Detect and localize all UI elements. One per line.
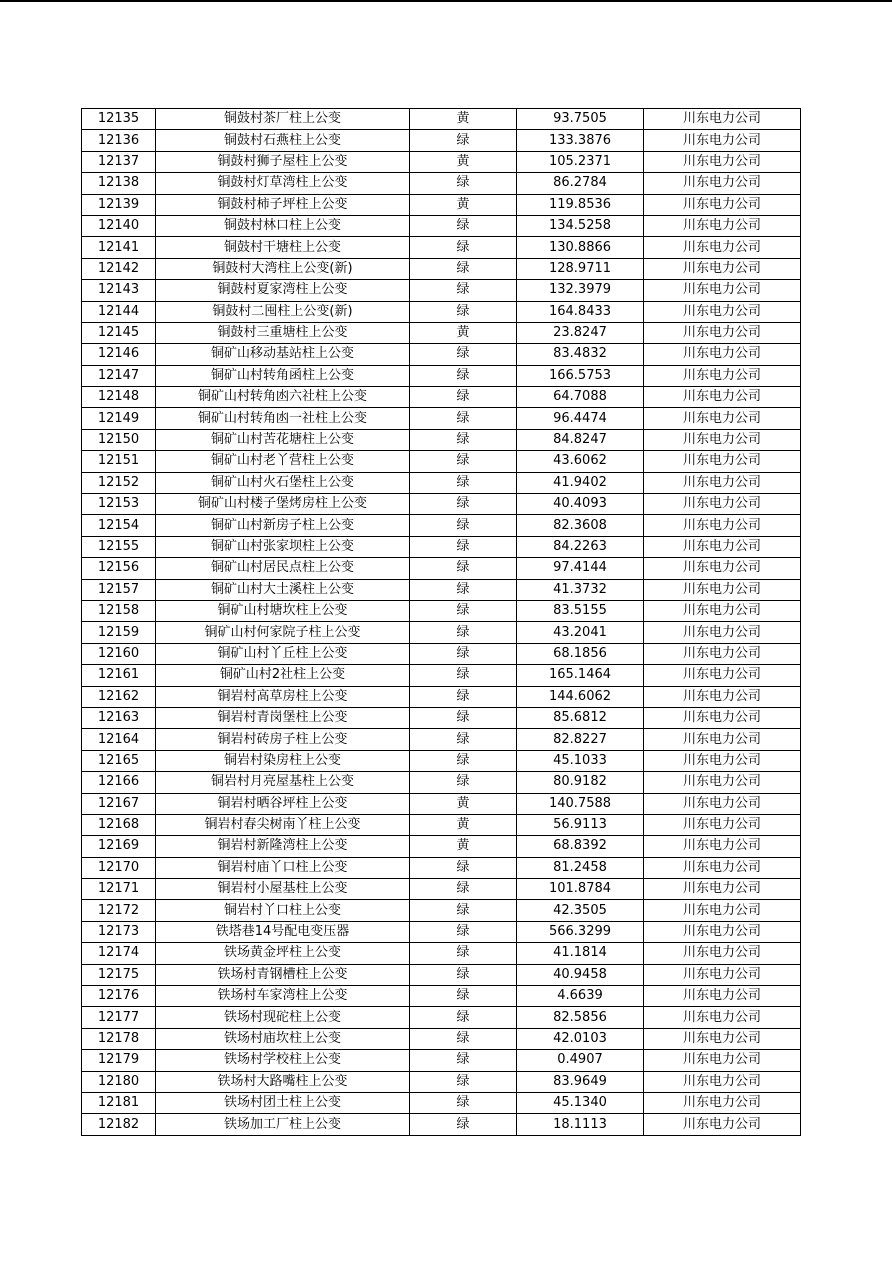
- name-cell: 铜鼓村夏家湾柱上公变: [156, 280, 410, 301]
- status-cell: 绿: [410, 622, 517, 643]
- name-cell: 铜岩村春尖树南丫柱上公变: [156, 814, 410, 835]
- name-cell: 铜鼓村二囤柱上公变(新): [156, 301, 410, 322]
- company-cell: 川东电力公司: [644, 879, 801, 900]
- table-row: [82, 494, 801, 515]
- company-cell: 川东电力公司: [644, 451, 801, 472]
- name-cell: 铜矿山村2社柱上公变: [156, 665, 410, 686]
- id-cell: 12149: [82, 408, 156, 429]
- value-cell: 41.3732: [517, 579, 644, 600]
- company-cell: 川东电力公司: [644, 793, 801, 814]
- company-cell: 川东电力公司: [644, 194, 801, 215]
- id-cell: 12161: [82, 665, 156, 686]
- company-cell: 川东电力公司: [644, 515, 801, 536]
- value-cell: 119.8536: [517, 194, 644, 215]
- value-cell: 43.2041: [517, 622, 644, 643]
- company-cell: 川东电力公司: [644, 622, 801, 643]
- status-cell: 绿: [410, 344, 517, 365]
- status-cell: 绿: [410, 173, 517, 194]
- value-cell: 132.3979: [517, 280, 644, 301]
- value-cell: 128.9711: [517, 258, 644, 279]
- id-cell: 12144: [82, 301, 156, 322]
- id-cell: 12170: [82, 857, 156, 878]
- table-row: [82, 665, 801, 686]
- status-cell: 绿: [410, 365, 517, 386]
- name-cell: 铁场黄金坪柱上公变: [156, 943, 410, 964]
- id-cell: 12145: [82, 322, 156, 343]
- id-cell: 12158: [82, 600, 156, 621]
- value-cell: 0.4907: [517, 1050, 644, 1071]
- company-cell: 川东电力公司: [644, 1092, 801, 1113]
- status-cell: 绿: [410, 387, 517, 408]
- id-cell: 12151: [82, 451, 156, 472]
- table-row: [82, 429, 801, 450]
- value-cell: 133.3876: [517, 130, 644, 151]
- company-cell: 川东电力公司: [644, 365, 801, 386]
- name-cell: 铜矿山村新房子柱上公变: [156, 515, 410, 536]
- company-cell: 川东电力公司: [644, 943, 801, 964]
- value-cell: 96.4474: [517, 408, 644, 429]
- value-cell: 566.3299: [517, 921, 644, 942]
- name-cell: 铜矿山村老丫营柱上公变: [156, 451, 410, 472]
- company-cell: 川东电力公司: [644, 665, 801, 686]
- name-cell: 铁场村现砣柱上公变: [156, 1007, 410, 1028]
- name-cell: 铜矿山村火石堡柱上公变: [156, 472, 410, 493]
- id-cell: 12165: [82, 750, 156, 771]
- value-cell: 166.5753: [517, 365, 644, 386]
- company-cell: 川东电力公司: [644, 1028, 801, 1049]
- value-cell: 130.8866: [517, 237, 644, 258]
- company-cell: 川东电力公司: [644, 814, 801, 835]
- status-cell: 绿: [410, 986, 517, 1007]
- status-cell: 绿: [410, 130, 517, 151]
- name-cell: 铜鼓村林口柱上公变: [156, 215, 410, 236]
- name-cell: 铜鼓村灯草湾柱上公变: [156, 173, 410, 194]
- id-cell: 12169: [82, 836, 156, 857]
- company-cell: 川东电力公司: [644, 429, 801, 450]
- id-cell: 12138: [82, 173, 156, 194]
- id-cell: 12171: [82, 879, 156, 900]
- id-cell: 12160: [82, 643, 156, 664]
- name-cell: 铜岩村丫口柱上公变: [156, 900, 410, 921]
- table-row: [82, 237, 801, 258]
- name-cell: 铁场村车家湾柱上公变: [156, 986, 410, 1007]
- value-cell: 164.8433: [517, 301, 644, 322]
- table-row: [82, 515, 801, 536]
- id-cell: 12150: [82, 429, 156, 450]
- id-cell: 12154: [82, 515, 156, 536]
- id-cell: 12178: [82, 1028, 156, 1049]
- id-cell: 12137: [82, 151, 156, 172]
- name-cell: 铁塔巷14号配电变压器: [156, 921, 410, 942]
- status-cell: 绿: [410, 857, 517, 878]
- id-cell: 12157: [82, 579, 156, 600]
- company-cell: 川东电力公司: [644, 130, 801, 151]
- name-cell: 铜矿山村何家院子柱上公变: [156, 622, 410, 643]
- status-cell: 绿: [410, 451, 517, 472]
- id-cell: 12155: [82, 536, 156, 557]
- id-cell: 12180: [82, 1071, 156, 1092]
- company-cell: 川东电力公司: [644, 494, 801, 515]
- table-row: [82, 1114, 801, 1135]
- name-cell: 铜鼓村石燕柱上公变: [156, 130, 410, 151]
- value-cell: 134.5258: [517, 215, 644, 236]
- company-cell: 川东电力公司: [644, 408, 801, 429]
- name-cell: 铜矿山村大土溪柱上公变: [156, 579, 410, 600]
- status-cell: 绿: [410, 686, 517, 707]
- id-cell: 12148: [82, 387, 156, 408]
- company-cell: 川东电力公司: [644, 986, 801, 1007]
- value-cell: 84.2263: [517, 536, 644, 557]
- table-row: [82, 365, 801, 386]
- value-cell: 41.9402: [517, 472, 644, 493]
- name-cell: 铁场加工厂柱上公变: [156, 1114, 410, 1135]
- id-cell: 12139: [82, 194, 156, 215]
- name-cell: 铜矿山村苦花塘柱上公变: [156, 429, 410, 450]
- name-cell: 铜矿山村塘坎柱上公变: [156, 600, 410, 621]
- name-cell: 铁场村大路嘴柱上公变: [156, 1071, 410, 1092]
- id-cell: 12153: [82, 494, 156, 515]
- page-top-border: [0, 0, 892, 2]
- value-cell: 105.2371: [517, 151, 644, 172]
- table-row: [82, 600, 801, 621]
- company-cell: 川东电力公司: [644, 900, 801, 921]
- status-cell: 绿: [410, 280, 517, 301]
- id-cell: 12152: [82, 472, 156, 493]
- company-cell: 川东电力公司: [644, 857, 801, 878]
- name-cell: 铁场村庙坎柱上公变: [156, 1028, 410, 1049]
- data-table: [81, 108, 801, 1136]
- status-cell: 绿: [410, 1092, 517, 1113]
- company-cell: 川东电力公司: [644, 215, 801, 236]
- table-row: [82, 836, 801, 857]
- name-cell: 铜岩村高草房柱上公变: [156, 686, 410, 707]
- status-cell: 黄: [410, 836, 517, 857]
- name-cell: 铜矿山村楼子堡烤房柱上公变: [156, 494, 410, 515]
- value-cell: 42.0103: [517, 1028, 644, 1049]
- name-cell: 铜矿山村居民点柱上公变: [156, 558, 410, 579]
- company-cell: 川东电力公司: [644, 729, 801, 750]
- table-row: [82, 964, 801, 985]
- id-cell: 12179: [82, 1050, 156, 1071]
- table-row: [82, 879, 801, 900]
- table-row: [82, 643, 801, 664]
- company-cell: 川东电力公司: [644, 173, 801, 194]
- name-cell: 铜鼓村大湾柱上公变(新): [156, 258, 410, 279]
- id-cell: 12175: [82, 964, 156, 985]
- table-row: [82, 280, 801, 301]
- table-row: [82, 707, 801, 728]
- id-cell: 12146: [82, 344, 156, 365]
- status-cell: 绿: [410, 579, 517, 600]
- status-cell: 绿: [410, 408, 517, 429]
- value-cell: 45.1033: [517, 750, 644, 771]
- name-cell: 铜岩村新隆湾柱上公变: [156, 836, 410, 857]
- id-cell: 12142: [82, 258, 156, 279]
- name-cell: 铜矿山村转角凼六社柱上公变: [156, 387, 410, 408]
- company-cell: 川东电力公司: [644, 707, 801, 728]
- status-cell: 绿: [410, 536, 517, 557]
- id-cell: 12174: [82, 943, 156, 964]
- company-cell: 川东电力公司: [644, 921, 801, 942]
- value-cell: 82.3608: [517, 515, 644, 536]
- value-cell: 84.8247: [517, 429, 644, 450]
- name-cell: 铜岩村小屋基柱上公变: [156, 879, 410, 900]
- status-cell: 绿: [410, 215, 517, 236]
- id-cell: 12143: [82, 280, 156, 301]
- value-cell: 23.8247: [517, 322, 644, 343]
- status-cell: 绿: [410, 558, 517, 579]
- table-row: [82, 729, 801, 750]
- table-row: [82, 322, 801, 343]
- status-cell: 黄: [410, 194, 517, 215]
- status-cell: 绿: [410, 1007, 517, 1028]
- status-cell: 绿: [410, 964, 517, 985]
- table-row: [82, 622, 801, 643]
- status-cell: 绿: [410, 494, 517, 515]
- id-cell: 12156: [82, 558, 156, 579]
- value-cell: 86.2784: [517, 173, 644, 194]
- value-cell: 93.7505: [517, 109, 644, 130]
- company-cell: 川东电力公司: [644, 1007, 801, 1028]
- status-cell: 绿: [410, 600, 517, 621]
- name-cell: 铜矿山村转角函柱上公变: [156, 365, 410, 386]
- company-cell: 川东电力公司: [644, 558, 801, 579]
- table-row: [82, 1028, 801, 1049]
- name-cell: 铜鼓村三重塘柱上公变: [156, 322, 410, 343]
- id-cell: 12173: [82, 921, 156, 942]
- table-row: [82, 472, 801, 493]
- company-cell: 川东电力公司: [644, 836, 801, 857]
- company-cell: 川东电力公司: [644, 643, 801, 664]
- table-row: [82, 1092, 801, 1113]
- id-cell: 12166: [82, 772, 156, 793]
- name-cell: 铜岩村月亮屋基柱上公变: [156, 772, 410, 793]
- company-cell: 川东电力公司: [644, 1050, 801, 1071]
- status-cell: 绿: [410, 1114, 517, 1135]
- table-row: [82, 109, 801, 130]
- status-cell: 绿: [410, 772, 517, 793]
- table-row: [82, 301, 801, 322]
- name-cell: 铜岩村晒谷坪柱上公变: [156, 793, 410, 814]
- name-cell: 铜鼓村干塘柱上公变: [156, 237, 410, 258]
- table-row: [82, 793, 801, 814]
- id-cell: 12136: [82, 130, 156, 151]
- status-cell: 绿: [410, 1071, 517, 1092]
- company-cell: 川东电力公司: [644, 1114, 801, 1135]
- table-row: [82, 943, 801, 964]
- id-cell: 12182: [82, 1114, 156, 1135]
- table-row: [82, 130, 801, 151]
- table-row: [82, 215, 801, 236]
- status-cell: 绿: [410, 665, 517, 686]
- name-cell: 铜鼓村狮子屋柱上公变: [156, 151, 410, 172]
- value-cell: 165.1464: [517, 665, 644, 686]
- table-row: [82, 344, 801, 365]
- table-row: [82, 1007, 801, 1028]
- table-row: [82, 1050, 801, 1071]
- name-cell: 铜矿山村丫丘柱上公变: [156, 643, 410, 664]
- id-cell: 12172: [82, 900, 156, 921]
- company-cell: 川东电力公司: [644, 109, 801, 130]
- status-cell: 绿: [410, 515, 517, 536]
- value-cell: 144.6062: [517, 686, 644, 707]
- value-cell: 82.5856: [517, 1007, 644, 1028]
- value-cell: 140.7588: [517, 793, 644, 814]
- table-row: [82, 1071, 801, 1092]
- table-row: [82, 558, 801, 579]
- name-cell: 铜岩村庙丫口柱上公变: [156, 857, 410, 878]
- status-cell: 绿: [410, 258, 517, 279]
- value-cell: 43.6062: [517, 451, 644, 472]
- value-cell: 85.6812: [517, 707, 644, 728]
- table-row: [82, 173, 801, 194]
- status-cell: 绿: [410, 879, 517, 900]
- name-cell: 铜鼓村茶厂柱上公变: [156, 109, 410, 130]
- name-cell: 铁场村青钢槽柱上公变: [156, 964, 410, 985]
- value-cell: 68.8392: [517, 836, 644, 857]
- value-cell: 101.8784: [517, 879, 644, 900]
- id-cell: 12164: [82, 729, 156, 750]
- company-cell: 川东电力公司: [644, 322, 801, 343]
- value-cell: 80.9182: [517, 772, 644, 793]
- table-row: [82, 258, 801, 279]
- status-cell: 绿: [410, 237, 517, 258]
- table-row: [82, 686, 801, 707]
- status-cell: 绿: [410, 729, 517, 750]
- value-cell: 83.9649: [517, 1071, 644, 1092]
- table-body: [82, 109, 801, 1136]
- value-cell: 83.5155: [517, 600, 644, 621]
- table-row: [82, 814, 801, 835]
- status-cell: 绿: [410, 429, 517, 450]
- id-cell: 12147: [82, 365, 156, 386]
- company-cell: 川东电力公司: [644, 301, 801, 322]
- id-cell: 12159: [82, 622, 156, 643]
- table-row: [82, 408, 801, 429]
- name-cell: 铜岩村砖房子柱上公变: [156, 729, 410, 750]
- table-row: [82, 536, 801, 557]
- company-cell: 川东电力公司: [644, 750, 801, 771]
- name-cell: 铜岩村染房柱上公变: [156, 750, 410, 771]
- company-cell: 川东电力公司: [644, 772, 801, 793]
- company-cell: 川东电力公司: [644, 237, 801, 258]
- id-cell: 12181: [82, 1092, 156, 1113]
- table-row: [82, 921, 801, 942]
- value-cell: 97.4144: [517, 558, 644, 579]
- value-cell: 42.3505: [517, 900, 644, 921]
- value-cell: 40.4093: [517, 494, 644, 515]
- name-cell: 铜岩村青岗堡柱上公变: [156, 707, 410, 728]
- company-cell: 川东电力公司: [644, 1071, 801, 1092]
- name-cell: 铁场村学校柱上公变: [156, 1050, 410, 1071]
- value-cell: 68.1856: [517, 643, 644, 664]
- table-row: [82, 900, 801, 921]
- id-cell: 12163: [82, 707, 156, 728]
- id-cell: 12168: [82, 814, 156, 835]
- name-cell: 铁场村团土柱上公变: [156, 1092, 410, 1113]
- table-row: [82, 772, 801, 793]
- status-cell: 绿: [410, 943, 517, 964]
- name-cell: 铜矿山村转角凼一社柱上公变: [156, 408, 410, 429]
- company-cell: 川东电力公司: [644, 280, 801, 301]
- status-cell: 黄: [410, 322, 517, 343]
- status-cell: 绿: [410, 900, 517, 921]
- value-cell: 82.8227: [517, 729, 644, 750]
- id-cell: 12140: [82, 215, 156, 236]
- value-cell: 81.2458: [517, 857, 644, 878]
- id-cell: 12141: [82, 237, 156, 258]
- company-cell: 川东电力公司: [644, 472, 801, 493]
- status-cell: 绿: [410, 472, 517, 493]
- status-cell: 绿: [410, 750, 517, 771]
- status-cell: 绿: [410, 301, 517, 322]
- status-cell: 绿: [410, 707, 517, 728]
- id-cell: 12162: [82, 686, 156, 707]
- table-row: [82, 579, 801, 600]
- table-row: [82, 151, 801, 172]
- value-cell: 4.6639: [517, 986, 644, 1007]
- table-row: [82, 986, 801, 1007]
- value-cell: 45.1340: [517, 1092, 644, 1113]
- table-row: [82, 387, 801, 408]
- company-cell: 川东电力公司: [644, 151, 801, 172]
- name-cell: 铜鼓村柿子坪柱上公变: [156, 194, 410, 215]
- company-cell: 川东电力公司: [644, 387, 801, 408]
- status-cell: 黄: [410, 814, 517, 835]
- value-cell: 18.1113: [517, 1114, 644, 1135]
- status-cell: 绿: [410, 1028, 517, 1049]
- value-cell: 64.7088: [517, 387, 644, 408]
- company-cell: 川东电力公司: [644, 579, 801, 600]
- id-cell: 12177: [82, 1007, 156, 1028]
- id-cell: 12135: [82, 109, 156, 130]
- company-cell: 川东电力公司: [644, 964, 801, 985]
- value-cell: 40.9458: [517, 964, 644, 985]
- value-cell: 56.9113: [517, 814, 644, 835]
- table-row: [82, 857, 801, 878]
- table-row: [82, 194, 801, 215]
- status-cell: 绿: [410, 921, 517, 942]
- name-cell: 铜矿山村张家坝柱上公变: [156, 536, 410, 557]
- status-cell: 绿: [410, 643, 517, 664]
- value-cell: 41.1814: [517, 943, 644, 964]
- value-cell: 83.4832: [517, 344, 644, 365]
- status-cell: 绿: [410, 1050, 517, 1071]
- company-cell: 川东电力公司: [644, 536, 801, 557]
- name-cell: 铜矿山移动基站柱上公变: [156, 344, 410, 365]
- table-row: [82, 451, 801, 472]
- id-cell: 12176: [82, 986, 156, 1007]
- company-cell: 川东电力公司: [644, 344, 801, 365]
- status-cell: 黄: [410, 151, 517, 172]
- status-cell: 黄: [410, 793, 517, 814]
- company-cell: 川东电力公司: [644, 686, 801, 707]
- id-cell: 12167: [82, 793, 156, 814]
- company-cell: 川东电力公司: [644, 600, 801, 621]
- status-cell: 黄: [410, 109, 517, 130]
- table-row: [82, 750, 801, 771]
- company-cell: 川东电力公司: [644, 258, 801, 279]
